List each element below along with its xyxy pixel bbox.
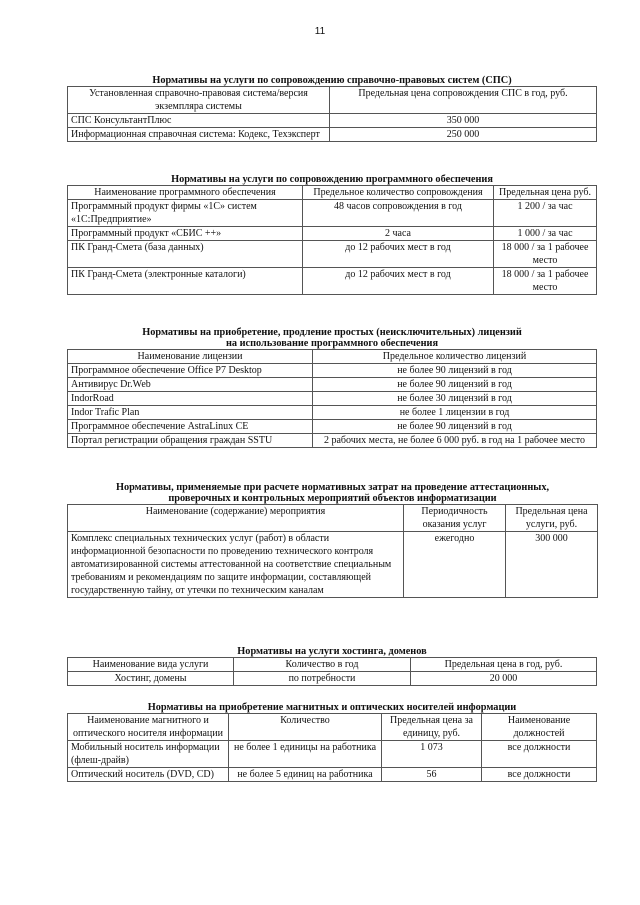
cell-quantity: не более 5 единиц на работника [229, 768, 382, 782]
hosting-table [67, 657, 597, 686]
table-row [68, 378, 597, 392]
storage-media-table [67, 713, 597, 782]
cell-license-name: Программное обеспечение AstraLinux CE [68, 420, 313, 434]
section-storage-media [67, 702, 597, 782]
section-sps-support [67, 75, 597, 142]
table-header-row [68, 658, 597, 672]
section-title: Нормативы на приобретение магнитных и оптических носителей информации [147, 702, 517, 713]
header-cell: Наименование (содержание) мероприятия [68, 505, 404, 532]
section-title-line2: на использование программного обеспечения [225, 338, 439, 349]
cell-license-limit: не более 90 лицензий в год [313, 378, 597, 392]
section-attestation [67, 482, 598, 598]
cell-price: 56 [382, 768, 482, 782]
table-row [68, 200, 597, 227]
table-row [68, 227, 597, 241]
header-cell: Установленная справочно-правовая система/версия экземпляра системы [68, 87, 330, 114]
header-cell: Количество [229, 714, 382, 741]
header-cell: Предельное количество сопровождения [303, 186, 494, 200]
cell-media-name: Мобильный носитель информации (флеш-драйв) [68, 741, 229, 768]
table-header-row [68, 186, 597, 200]
table-row [68, 406, 597, 420]
section-licenses [67, 327, 597, 448]
table-row [68, 420, 597, 434]
header-cell: Периодичность оказания услуг [404, 505, 506, 532]
section-title-line2: проверочных и контрольных мероприятий объектов информатизации [168, 493, 497, 504]
cell-price: 1 073 [382, 741, 482, 768]
section-hosting [67, 646, 597, 686]
cell-price: 1 200 / за час [494, 200, 597, 227]
table-row [68, 672, 597, 686]
header-cell: Наименование программного обеспечения [68, 186, 303, 200]
attestation-table [67, 504, 598, 598]
cell-price: 18 000 / за 1 рабочее место [494, 241, 597, 268]
cell-quantity: по потребности [234, 672, 411, 686]
header-cell: Предельная цена руб. [494, 186, 597, 200]
section-software-support [67, 174, 597, 295]
cell-service: Хостинг, домены [68, 672, 234, 686]
table-row [68, 114, 597, 128]
header-cell: Наименование магнитного и оптического носителя информации [68, 714, 229, 741]
cell-license-name: Indor Trafic Plan [68, 406, 313, 420]
section-title-line1: Нормативы на приобретение, продление простых (неисключительных) лицензий [142, 327, 522, 338]
table-row [68, 741, 597, 768]
cell-name: ПК Гранд-Смета (база данных) [68, 241, 303, 268]
cell-price: 250 000 [330, 128, 597, 142]
section-title: Нормативы на услуги хостинга, доменов [237, 646, 427, 657]
table-row [68, 241, 597, 268]
section-title: Нормативы на услуги по сопровождению справочно-правовых систем (СПС) [152, 75, 512, 86]
table-row [68, 128, 597, 142]
software-support-table [67, 185, 597, 295]
table-header-row [68, 350, 597, 364]
cell-license-limit: не более 90 лицензий в год [313, 420, 597, 434]
cell-periodicity: ежегодно [404, 532, 506, 598]
header-cell: Наименование должностей [482, 714, 597, 741]
cell-price: 20 000 [411, 672, 597, 686]
table-row [68, 532, 598, 598]
cell-name: ПК Гранд-Смета (электронные каталоги) [68, 268, 303, 295]
cell-media-name: Оптический носитель (DVD, CD) [68, 768, 229, 782]
table-header-row [68, 87, 597, 114]
cell-price: 350 000 [330, 114, 597, 128]
table-header-row [68, 505, 598, 532]
cell-activity: Комплекс специальных технических услуг (работ) в области информационной безопасности по проведению технического контроля автоматизированной системы аттестованной на соответствие специальным требованиям и рекомендациям по защите информации, составляющей государственную тайну, от утечки по техническим каналам [68, 532, 404, 598]
cell-name: Программный продукт «СБИС ++» [68, 227, 303, 241]
header-cell: Предельная цена сопровождения СПС в год, руб. [330, 87, 597, 114]
licenses-table [67, 349, 597, 448]
cell-license-limit: не более 1 лицензии в год [313, 406, 597, 420]
cell-license-name: Портал регистрации обращения граждан SSTU [68, 434, 313, 448]
cell-price: 300 000 [506, 532, 598, 598]
header-cell: Количество в год [234, 658, 411, 672]
section-title: Нормативы на услуги по сопровождению программного обеспечения [171, 174, 493, 185]
cell-quantity: не более 1 единицы на работника [229, 741, 382, 768]
cell-price: 1 000 / за час [494, 227, 597, 241]
cell-name: СПС КонсультантПлюс [68, 114, 330, 128]
table-row [68, 434, 597, 448]
table-header-row [68, 714, 597, 741]
table-row [68, 268, 597, 295]
cell-quantity: до 12 рабочих мест в год [303, 268, 494, 295]
table-row [68, 768, 597, 782]
cell-license-name: IndorRoad [68, 392, 313, 406]
header-cell: Предельная цена в год, руб. [411, 658, 597, 672]
header-cell: Предельная цена услуги, руб. [506, 505, 598, 532]
table-row [68, 364, 597, 378]
cell-positions: все должности [482, 768, 597, 782]
header-cell: Наименование лицензии [68, 350, 313, 364]
cell-price: 18 000 / за 1 рабочее место [494, 268, 597, 295]
cell-positions: все должности [482, 741, 597, 768]
cell-quantity: 2 часа [303, 227, 494, 241]
cell-license-limit: не более 30 лицензий в год [313, 392, 597, 406]
cell-license-limit: 2 рабочих места, не более 6 000 руб. в год на 1 рабочее место [313, 434, 597, 448]
sps-table [67, 86, 597, 142]
cell-license-limit: не более 90 лицензий в год [313, 364, 597, 378]
cell-license-name: Программное обеспечение Office Р7 Desktop [68, 364, 313, 378]
header-cell: Предельная цена за единицу, руб. [382, 714, 482, 741]
cell-license-name: Антивирус Dr.Web [68, 378, 313, 392]
cell-quantity: до 12 рабочих мест в год [303, 241, 494, 268]
header-cell: Предельное количество лицензий [313, 350, 597, 364]
page-number: 11 [314, 26, 326, 37]
section-title-line1: Нормативы, применяемые при расчете нормативных затрат на проведение аттестационных, [115, 482, 550, 493]
header-cell: Наименование вида услуги [68, 658, 234, 672]
cell-quantity: 48 часов сопровождения в год [303, 200, 494, 227]
cell-name: Программный продукт фирмы «1С» систем «1С:Предприятие» [68, 200, 303, 227]
table-row [68, 392, 597, 406]
cell-name: Информационная справочная система: Кодекс, Техэксперт [68, 128, 330, 142]
